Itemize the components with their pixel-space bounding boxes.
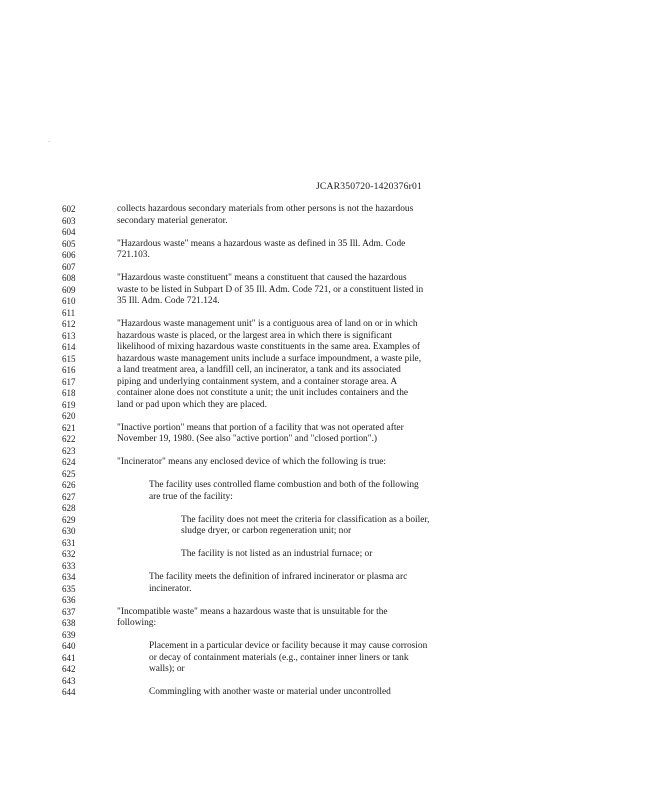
document-line (0, 607, 671, 619)
document-line (0, 308, 671, 320)
line-text: November 19, 1980. (See also "active portion" and "closed portion".) (117, 434, 378, 444)
document-line (0, 492, 671, 504)
line-text: walls); or (149, 664, 185, 674)
document-line (0, 434, 671, 446)
line-number: 617 (62, 376, 76, 387)
line-number: 624 (62, 457, 76, 467)
document-line (0, 285, 671, 297)
line-number: 605 (62, 238, 76, 249)
line-text: "Hazardous waste" means a hazardous waste as defined in 35 Ill. Adm. Code (117, 238, 406, 249)
line-number: 613 (62, 330, 76, 341)
line-number: 608 (62, 273, 76, 283)
line-text: The facility does not meet the criteria for classification as a boiler, (181, 514, 430, 525)
line-text: "Incompatible waste" means a hazardous waste that is unsuitable for the (117, 606, 388, 617)
line-text: piping and underlying containment system, and a container storage area. A (117, 376, 398, 387)
document-line (0, 331, 671, 343)
line-number: 639 (62, 629, 76, 640)
line-number: 622 (62, 434, 76, 444)
document-line (0, 630, 671, 642)
document-line (0, 365, 671, 377)
document-line (0, 273, 671, 285)
document-line (0, 296, 671, 308)
line-text: The facility meets the definition of infrared incinerator or plasma arc (149, 572, 408, 582)
line-number: 643 (62, 675, 76, 686)
line-number: 640 (62, 641, 76, 651)
document-line (0, 377, 671, 389)
document-line (0, 676, 671, 688)
line-text: "Hazardous waste constituent" means a constituent that caused the hazardous (117, 273, 407, 283)
line-number: 623 (62, 445, 76, 456)
line-number: 621 (62, 422, 76, 433)
line-number: 637 (62, 606, 76, 617)
page-mark: · (48, 138, 51, 146)
line-number: 607 (62, 261, 76, 272)
document-line (0, 641, 671, 653)
line-text: Placement in a particular device or facility because it may cause corrosion (149, 641, 428, 651)
document-line (0, 584, 671, 596)
numbered-lines (0, 204, 671, 699)
document-line (0, 354, 671, 366)
document-line (0, 503, 671, 515)
line-number: 635 (62, 583, 76, 594)
line-text: 721.103. (117, 250, 150, 260)
line-text: "Inactive portion" means that portion of a facility that was not operated after (117, 422, 404, 433)
line-number: 629 (62, 514, 76, 525)
line-text: Commingling with another waste or material under uncontrolled (149, 687, 391, 697)
line-number: 628 (62, 503, 76, 513)
document-line (0, 388, 671, 400)
document-line (0, 411, 671, 423)
line-number: 633 (62, 560, 76, 571)
document-line (0, 342, 671, 354)
line-number: 626 (62, 480, 76, 490)
line-number: 631 (62, 537, 76, 548)
document-line (0, 204, 671, 216)
document-line (0, 262, 671, 274)
line-number: 634 (62, 572, 76, 582)
document-line (0, 480, 671, 492)
document-line (0, 446, 671, 458)
line-number: 602 (62, 204, 76, 214)
line-text: 35 Ill. Adm. Code 721.124. (117, 296, 220, 306)
line-text: a land treatment area, a landfill cell, an incinerator, a tank and its associated (117, 365, 401, 375)
document-line (0, 664, 671, 676)
line-text: following: (117, 618, 157, 628)
line-text: sludge dryer, or carbon regeneration unit; nor (181, 526, 352, 536)
document-line (0, 515, 671, 527)
document-line (0, 538, 671, 550)
line-number: 627 (62, 491, 76, 502)
line-text: container alone does not constitute a unit; the unit includes containers and the (117, 388, 409, 398)
document-line (0, 227, 671, 239)
line-number: 636 (62, 595, 76, 605)
document-line (0, 216, 671, 228)
line-number: 625 (62, 468, 76, 479)
document-line (0, 239, 671, 251)
line-number: 641 (62, 652, 76, 663)
line-text: likelihood of mixing hazardous waste constituents in the same area. Examples of (117, 342, 421, 352)
line-text: The facility is not listed as an industrial furnace; or (181, 549, 373, 559)
line-text: secondary material generator. (117, 215, 228, 226)
document-line (0, 400, 671, 412)
line-text: or decay of containment materials (e.g., container inner liners or tank (149, 652, 409, 663)
line-number: 630 (62, 526, 76, 536)
line-number: 632 (62, 549, 76, 559)
document-line (0, 526, 671, 538)
line-text: are true of the facility: (149, 491, 233, 502)
line-number: 616 (62, 365, 76, 375)
line-text: collects hazardous secondary materials from other persons is not the hazardous (117, 204, 414, 214)
document-line (0, 618, 671, 630)
line-text: land or pad upon which they are placed. (117, 399, 267, 410)
line-text: "Hazardous waste management unit" is a contiguous area of land on or in which (117, 319, 418, 329)
document-line (0, 250, 671, 262)
line-number: 614 (62, 342, 76, 352)
document-line (0, 561, 671, 573)
document-line (0, 653, 671, 665)
line-number: 638 (62, 618, 76, 628)
document-line (0, 469, 671, 481)
document-line (0, 595, 671, 607)
line-number: 609 (62, 284, 76, 295)
line-number: 612 (62, 319, 76, 329)
line-number: 606 (62, 250, 76, 260)
line-text: The facility uses controlled flame combustion and both of the following (149, 480, 419, 490)
document-line (0, 319, 671, 331)
line-number: 603 (62, 215, 76, 226)
line-text: "Incinerator" means any enclosed device of which the following is true: (117, 457, 387, 467)
line-number: 610 (62, 296, 76, 306)
document-line (0, 457, 671, 469)
document-line (0, 549, 671, 561)
document-line (0, 572, 671, 584)
line-text: hazardous waste is placed, or the largest area in which there is significant (117, 330, 392, 341)
line-number: 618 (62, 388, 76, 398)
document-line (0, 423, 671, 435)
document-id: JCAR350720-1420376r01 (316, 181, 423, 192)
line-number: 644 (62, 687, 76, 697)
line-text: hazardous waste management units include a surface impoundment, a waste pile, (117, 353, 422, 364)
line-text: incinerator. (149, 583, 192, 594)
line-number: 642 (62, 664, 76, 674)
line-number: 620 (62, 411, 76, 421)
line-number: 619 (62, 399, 76, 410)
document-line (0, 687, 671, 699)
line-number: 615 (62, 353, 76, 364)
line-number: 611 (62, 307, 76, 318)
line-text: waste to be listed in Subpart D of 35 Ill. Adm. Code 721, or a constituent listed in (117, 284, 424, 295)
line-number: 604 (62, 227, 76, 237)
